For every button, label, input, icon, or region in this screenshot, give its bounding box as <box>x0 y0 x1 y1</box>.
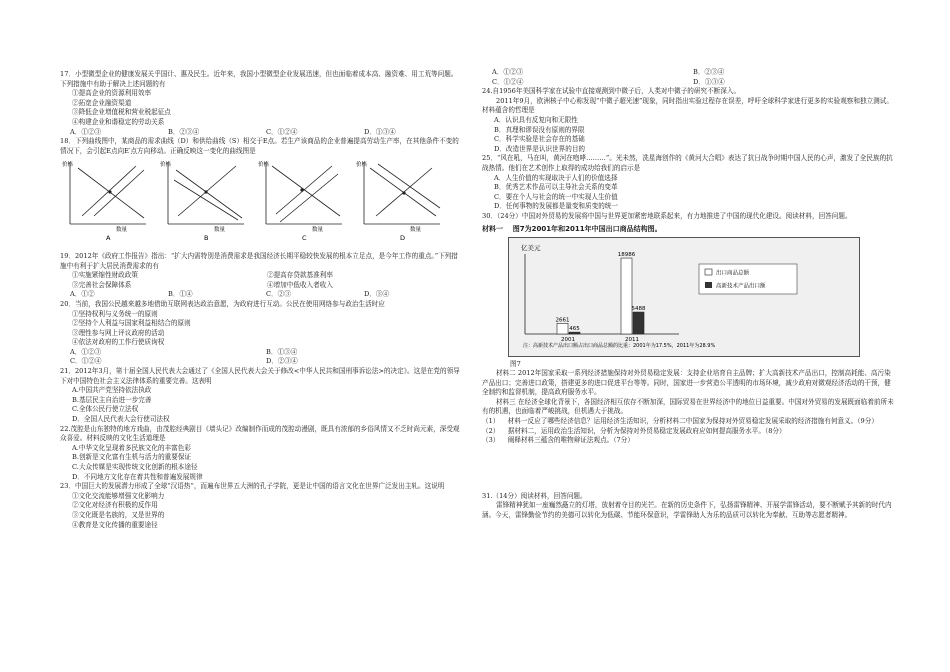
q18-graph-label-b: B <box>204 234 209 243</box>
bar-value-label: 5488 <box>631 305 646 312</box>
q17-item: ④构建企业和谐稳定的劳动关系 <box>72 117 165 126</box>
bar-value-label: 18986 <box>617 251 636 258</box>
x-tick-label: 2001 <box>561 336 575 343</box>
material2-text: 材料二 2012年国家采取一系列经济措施保持对外贸易稳定发展：支持企业培育自主品牌；扩大高新技术产品出口，控制高耗能、高污染产品出口；完善进口政策，搭建更多的进口促进平台等等。同时，国家进一步营造公平透明的市场环境，减少政府对微观经济活动的干预，健全制约和监督机制，提高政府服务水平。 <box>482 369 891 397</box>
chart-note: 注：高新技术产品出口额占出口商品总额的比重：2001年为17.5%，2011年为28.9% <box>523 342 716 349</box>
q22-stem: 22.茂腔是山东独特的地方戏曲，由茂腔经典剧目《墙头记》改编制作而成的茂腔动漫剧，既具有浓郁的乡俗风情又不乏时尚元素，深受观众喜爱。材料反映的文化生活道理是 <box>60 424 460 443</box>
q22-option-d[interactable]: D．不同地方文化存在着共性和普遍发展规律 <box>72 472 203 481</box>
q18-graph-label-a: A <box>106 234 111 243</box>
legend-label-hightech: 高新技术产品出口额 <box>716 283 766 289</box>
q23-option-a[interactable]: A．①②③ <box>492 68 524 76</box>
question-30 <box>482 212 894 446</box>
q19-stem: 19．2012年《政府工作报告》指出：“扩大内需特别是消费需求是我国经济长期平稳较快发展的根本立足点，是今年工作的重点。”下列措施中有利于扩大居民消费需求的有 <box>60 251 458 270</box>
material1-title: 图7为2001年和2011年中国出口商品结构图。 <box>512 224 662 233</box>
legend-label-total: 出口商品总额 <box>716 270 750 276</box>
question-22 <box>60 425 462 483</box>
q20-options <box>60 348 462 367</box>
q30-subquestion: （3） 阐释材料三蕴含的唯物辩证法观点。（7分） <box>482 436 634 445</box>
q18-axis-x-label: 数量 <box>214 227 226 234</box>
q20-item: ③理性参与网上评议政府的活动 <box>72 328 165 337</box>
left-column <box>60 70 462 530</box>
q24-text: 2011年9月，欧洲核子中心称发现“中微子超光速”现象，同时指出实验过程存在误差，呼吁全球科学家进行更多的实验观察和独立测试。材料蕴含的哲理是 <box>482 96 893 115</box>
bar-value-label: 465 <box>569 325 580 332</box>
q22-option-a[interactable]: A.中华文化呈现着多民族文化的丰富色彩 <box>72 443 191 452</box>
q24-stem: 24.自1956年美国科学家在试验中直接观测到中微子后，人类对中微子的研究不断深入。 <box>482 87 741 96</box>
q24-option-d[interactable]: D．改造世界是认识世界的目的 <box>494 144 586 153</box>
bar-2001-total <box>557 323 568 334</box>
q18-graph-c[interactable] <box>258 160 342 242</box>
q17-option-c[interactable]: C．①②④ <box>266 127 298 136</box>
q24-option-a[interactable]: A．认识具有反复向和无限性 <box>494 115 578 124</box>
q23-option-c[interactable]: C．①②④ <box>492 77 524 86</box>
q21-option-d[interactable]: D．全国人民代表大会行使司法权 <box>72 415 170 424</box>
q17-options <box>60 128 462 138</box>
right-column <box>482 68 894 521</box>
q17-option-b[interactable]: B．②③④ <box>168 127 200 136</box>
q23-item: ④教育是文化传播的重要途径 <box>72 520 158 529</box>
q25-option-d[interactable]: D．任何事物的发展都是量变和质变的统一 <box>494 202 618 211</box>
q18-graph-a[interactable] <box>62 160 146 242</box>
chart-y-axis-label: 亿美元 <box>521 243 541 252</box>
question-21 <box>60 367 462 425</box>
q18-graph-d[interactable] <box>356 160 440 242</box>
question-19 <box>60 252 462 300</box>
question-20 <box>60 300 462 367</box>
q18-curve-graphs <box>60 156 462 242</box>
q25-option-b[interactable]: B．优秀艺术作品可以主导社会关系的变革 <box>494 183 618 192</box>
q21-stem: 21．2012年3月，第十届全国人民代表大会通过了《全国人民代表大会关于修改<中华人民共和国刑事诉讼法>的决定》。这是在党的领导下对中国特色社会主义法律体系的重要完善。这表明 <box>60 367 460 385</box>
q30-stem: 30．（24分）中国对外贸易的发展将中国与世界更加紧密地联系起来，有力地推进了中国的现代化建设。阅读材料，回答问题。 <box>482 211 852 220</box>
q17-item: ①提高企业的资源利用效率 <box>72 89 152 98</box>
question-24 <box>482 87 894 154</box>
material1-label: 材料一 <box>482 224 503 233</box>
q20-option-a[interactable]: A．①②③ <box>70 347 102 356</box>
q19-items <box>60 271 462 290</box>
q31-stem: 31.（14分）阅读材料，回答问题。 <box>482 491 587 500</box>
q18-stem: 18．下列曲线图中，某商品的需求曲线（D）和供给曲线（S）相交于E点。若生产该商品的企业普遍提高劳动生产率，在其他条件不变的情况下，会引起E点向E′点方向移动。正确反映这一变化的曲线图是 <box>60 137 459 155</box>
q25-stem: 25．“风在吼，马在叫，黄河在咆哮………”。光未然，冼星海创作的《黄河大合唱》表达了抗日战争时期中国人民的心声，激发了全民族的抗战热情。他们在艺术创作上取得的成功给我们的启示是 <box>482 154 893 172</box>
q20-item: ②坚持个人利益与国家利益相结合的原则 <box>72 319 191 328</box>
q25-option-a[interactable]: A．人生价值的实现取决于人们的价值选择 <box>494 173 618 182</box>
figure-label: 图7 <box>510 359 521 368</box>
q19-option-d[interactable]: D．③④ <box>364 290 390 299</box>
q17-option-a[interactable]: A．①②③ <box>70 127 102 136</box>
q21-option-a[interactable]: A.中国共产党坚持依法执政 <box>72 386 152 395</box>
q19-item: ④增加中低收入者收入 <box>267 280 333 289</box>
q20-item: ④依法对政府的工作行使质询权 <box>72 338 165 347</box>
q18-graph-label-d: D <box>400 234 406 243</box>
q20-option-c[interactable]: C．①②④ <box>70 357 102 366</box>
q23-option-d[interactable]: D．①③④ <box>693 77 725 86</box>
q30-subquestion: （2） 据材料二，运用政治生活知识，分析为保持对外贸易稳定发展政府应如何提高服务水平。（8分） <box>482 426 786 435</box>
question-17 <box>60 70 462 137</box>
question-31 <box>482 492 894 521</box>
q19-option-b[interactable]: B．①④ <box>168 290 193 299</box>
q21-option-c[interactable]: C.全体公民行使立法权 <box>72 405 139 414</box>
q25-option-c[interactable]: C．要在个人与社会的统一中实现人生价值 <box>494 192 618 201</box>
question-25 <box>482 154 894 212</box>
question-18 <box>60 137 462 246</box>
bar-2011-total <box>621 258 632 334</box>
q18-axis-y-label: 价格 <box>258 162 270 169</box>
q22-option-c[interactable]: C.大众传媒是实现传统文化创新的根本途径 <box>72 463 198 471</box>
chart-bars <box>556 252 646 343</box>
material3-text: 材料三 在经济全球化背景下，各国经济相互依存不断加深，国际贸易在世界经济中的地位日益重要。中国对外贸易的发展既面临着前所未有的机遇，也面临着严峻挑战，但机遇大于挑战。 <box>482 397 894 416</box>
material1-heading <box>482 224 894 234</box>
q23-item: ③文化既是名族的，又是世界的 <box>72 510 165 519</box>
q19-option-a[interactable]: A．①② <box>70 290 95 299</box>
q18-axis-y-label: 价格 <box>62 162 74 169</box>
q23-item: ①文化交流能够增强文化影响力 <box>72 491 165 500</box>
q21-option-b[interactable]: B.基层民主自治进一步完善 <box>72 395 152 404</box>
x-tick-label: 2011 <box>625 336 639 343</box>
q17-item: ②拓宽企业融资渠道 <box>72 98 132 107</box>
q20-stem: 20．当前，我国公民越来越多地借助互联网表达政治意愿，为政府进行互动。公民在使用网络参与政治生活时应 <box>60 299 385 308</box>
bar-2011-hightech <box>633 312 644 334</box>
q23-option-b[interactable]: B．②③④ <box>693 68 725 76</box>
q23-stem: 23．中国巨大的发展潜力形成了全球“汉语热”，而遍布世界五大洲的孔子学院，更是让中国的语言文化在世界广泛发出主轧。这说明 <box>60 482 445 491</box>
q20-item: ①坚持权利与义务统一的原则 <box>72 309 158 318</box>
bar-2001-hightech <box>569 332 580 334</box>
q19-item: ③完善社会保障体系 <box>72 280 132 289</box>
q17-item: ③降低企业增值税和营业税起征点 <box>72 108 171 117</box>
question-23 <box>60 482 462 530</box>
q18-graph-label-c: C <box>302 234 307 243</box>
q20-option-b[interactable]: B．①③④ <box>266 347 298 356</box>
q23-options <box>482 68 894 87</box>
bar-value-label: 2661 <box>555 316 570 323</box>
q19-option-c[interactable]: C．②③ <box>266 290 291 299</box>
q18-graph-b[interactable] <box>160 160 244 242</box>
q18-axis-y-label: 价格 <box>160 162 172 169</box>
q23-item: ②文化对经济有积极的反作用 <box>72 501 158 510</box>
q17-option-d[interactable]: D．①③④ <box>364 127 396 136</box>
q18-axis-y-label: 价格 <box>356 162 368 169</box>
q22-option-b[interactable]: B.创新是文化富有生机与活力的重要保证 <box>72 453 192 462</box>
export-structure-chart <box>508 237 860 357</box>
q30-subquestion: （1） 材料一反应了哪些经济信息？运用经济生活知识，分析材料二中国家为保持对外贸易稳定发展采取的经济措施有何意义。（9分） <box>482 417 878 426</box>
export-chart-svg <box>509 238 859 356</box>
q19-item: ①实施紧缩性财政政策 <box>72 271 138 280</box>
q17-stem: 17．小型微型企业的健康发展关乎国计、惠及民生。近年来，我国小型微型企业发展迅速，但也面临着成本高、融资难、用工荒等问题。下列措施中有助于解决上述问题的有 <box>60 70 458 88</box>
q24-option-c[interactable]: C．科学实验是社会存在的基础 <box>494 135 585 144</box>
q18-axis-x-label: 数量 <box>410 227 422 234</box>
legend-swatch-total <box>705 269 712 275</box>
q24-option-b[interactable]: B．真理和谬误没有原则的界限 <box>494 125 585 134</box>
q18-axis-x-label: 数量 <box>312 227 324 234</box>
q20-option-d[interactable]: D．②③④ <box>266 357 298 366</box>
q19-options <box>60 290 462 300</box>
q19-item: ②提高存贷款基准利率 <box>267 271 333 280</box>
legend-swatch-hightech <box>705 282 712 288</box>
q18-axis-x-label: 数量 <box>116 227 128 234</box>
chart-legend <box>699 264 797 294</box>
q31-text: 雷锋精神犹如一座巍然矗立的灯塔，放射着夺目的光芒。在新的历史条件下，弘扬雷锋精神、开展学雷锋活动，要不断赋予其新的时代内涵。今天，雷锋勤俭节约的美德可以转化为低碳、节能环保意识，学雷锋助人为乐的品质可以转化为奉献、互助等志愿者精神。 <box>482 501 892 520</box>
